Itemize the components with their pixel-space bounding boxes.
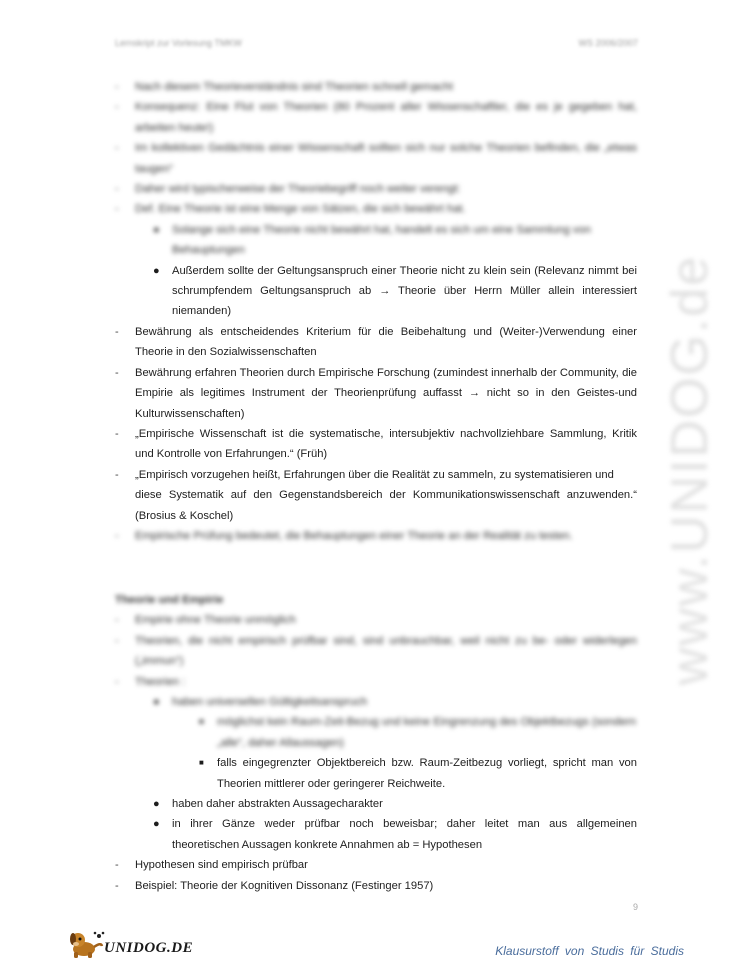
list-item-text-line2: „alle“, daher Allaussagen) — [217, 736, 344, 749]
list-item-text: Solange sich eine Theorie nicht bewährt hat, handelt es sich um eine Sammlung von — [172, 223, 591, 236]
footer-tagline: Klausurstoff von Studis für Studis — [495, 944, 684, 958]
dash-marker: - — [115, 675, 119, 688]
list-item-text: haben universellen Gültigkeitsanspruch — [172, 695, 368, 708]
list-item-text: Außerdem sollte der Geltungsanspruch einer Theorie nicht zu klein sein (Relevanz nimmt bei schrumpfendem Geltungsanspruch ab — [172, 264, 637, 298]
list-item-text-line2: Behauptungen — [172, 244, 245, 257]
list-item-text: Im kollektiven Gedächtnis einer Wissenschaft sollten sich nur solche Theorien befinden, die „etwas taugen“ — [135, 142, 637, 175]
list-item — [115, 610, 637, 630]
page-number: 9 — [632, 902, 638, 912]
list-item — [115, 526, 637, 546]
dash-marker: - — [115, 427, 119, 440]
dash-marker: - — [115, 183, 119, 196]
list-item-text-after: Theorie über Herrn Müller allein interessiert niemanden) — [172, 285, 638, 318]
list-item-text: Beispiel: Theorie der Kognitiven Dissonanz (Festinger 1957) — [135, 879, 434, 892]
list-item-text: „Empirisch vorzugehen heißt, Erfahrungen über die Realität zu sammeln, zu systematisieren und — [135, 468, 614, 481]
list-item — [115, 199, 637, 219]
list-item-text: Daher wird typischerweise der Theoriebegriff noch weiter verengt: — [135, 183, 461, 196]
list-item — [115, 794, 637, 814]
arrow-icon: → — [379, 285, 391, 298]
dash-marker: - — [115, 81, 119, 93]
header-left: Lernskript zur Vorlesung TMKW — [115, 38, 242, 48]
bullet-icon: ● — [153, 264, 160, 277]
list-item-text: Def. Eine Theorie ist eine Menge von Sätzen, die sich bewährt hat. — [135, 203, 466, 216]
square-bullet-icon: ■ — [199, 717, 204, 727]
list-item-text: Konsequenz: Eine Flut von Theorien (80 Prozent aller Wissenschaftler, die es je gegeben hat, arbeiten heute!) — [135, 101, 637, 134]
list-item — [115, 261, 637, 322]
list-item — [115, 631, 637, 672]
list-item-text: „Empirische Wissenschaft ist die systematische, intersubjektiv nachvollziehbare Sammlung, Kritik und Kontrolle von Erfahrungen.“ (Früh) — [135, 427, 637, 461]
list-item-text: Hypothesen sind empirisch prüfbar — [135, 859, 308, 872]
list-item — [115, 692, 637, 712]
list-item — [115, 753, 637, 794]
list-item-text: Theorien, die nicht empirisch prüfbar sind, sind unbrauchbar, weil nicht zu be- oder widerlegen („immun“) — [135, 634, 637, 668]
dash-marker: - — [115, 366, 119, 379]
arrow-icon: → — [468, 387, 480, 400]
dash-marker: - — [115, 203, 119, 216]
list-item-text: Nach diesem Theorieverständnis sind Theorien schnell gemacht — [135, 81, 453, 93]
list-item-text-line2: diese Systematik auf den Gegenstandsbereich der Kommunikationswissenschaft anzuwenden.“ (Brosius & Koschel) — [135, 489, 637, 522]
list-item — [115, 712, 637, 753]
section-title: Theorie und Empirie — [115, 594, 224, 607]
list-item-text: in ihrer Gänze weder prüfbar noch beweisbar; daher leitet man aus allgemeinen theoretischen Aussagen konkrete Annahmen ab = Hypothesen — [172, 818, 637, 851]
page-header — [115, 38, 638, 52]
dash-marker: - — [115, 142, 119, 155]
bullet-list-2 — [115, 610, 637, 896]
bullet-icon: ● — [153, 798, 160, 810]
list-item — [115, 220, 637, 261]
list-item — [115, 465, 637, 526]
list-item — [115, 97, 637, 138]
list-item-text: Empirie ohne Theorie unmöglich — [135, 614, 296, 627]
logo-wordmark: UNIDOG.DE — [104, 940, 194, 956]
list-item — [115, 363, 637, 424]
list-item-text-after: nicht so in den Geistes-und Kulturwissenschaften) — [135, 387, 638, 420]
list-item-text: möglichst kein Raum-Zeit-Bezug und keine Eingrenzung des Objektbezugs (sondern — [217, 716, 637, 729]
dog-icon — [66, 930, 106, 960]
header-right: WS 2006/2007 — [578, 38, 638, 48]
dash-marker: - — [115, 614, 119, 627]
list-item — [115, 138, 637, 179]
dash-marker: - — [115, 101, 119, 114]
dash-marker: - — [115, 879, 119, 892]
list-item-text: Bewährung erfahren Theorien durch Empirische Forschung (zumindest innerhalb der Community, die Empirie als legitimes Instrument der Theorienprüfung auffasst — [135, 366, 637, 400]
list-item — [115, 77, 637, 97]
dash-marker: - — [115, 859, 119, 872]
list-item — [115, 179, 637, 199]
watermark-text: www.UNIDOG.de — [661, 254, 719, 686]
bullet-icon: ● — [153, 695, 160, 708]
list-item — [115, 814, 637, 855]
list-item-text: haben daher abstrakten Aussagecharakter — [172, 798, 383, 810]
bullet-list-1 — [115, 77, 637, 546]
list-item — [115, 672, 637, 692]
list-item — [115, 322, 637, 363]
list-item — [115, 424, 637, 465]
list-item — [115, 855, 637, 875]
list-item — [115, 876, 637, 896]
bullet-icon: ● — [153, 818, 160, 831]
list-item-text: Empirische Prüfung bedeutet, die Behauptungen einer Theorie an der Realität zu testen. — [135, 529, 573, 542]
square-bullet-icon: ■ — [199, 758, 204, 768]
dash-marker: - — [115, 634, 119, 647]
dash-marker: - — [115, 529, 119, 542]
dash-marker: - — [115, 468, 119, 481]
list-item-text: Theorien : — [135, 675, 186, 688]
list-item-text: Bewährung als entscheidendes Kriterium für die Beibehaltung und (Weiter-)Verwendung einer Theorie in den Sozialwissenschaften — [135, 325, 637, 359]
bullet-icon: ● — [153, 223, 160, 236]
list-item-text: falls eingegrenzter Objektbereich bzw. Raum-Zeitbezug vorliegt, spricht man von Theorien mittlerer oder geringerer Reichweite. — [217, 757, 637, 790]
dash-marker: - — [115, 325, 119, 338]
unidog-logo — [66, 930, 206, 960]
page-content — [115, 77, 637, 896]
